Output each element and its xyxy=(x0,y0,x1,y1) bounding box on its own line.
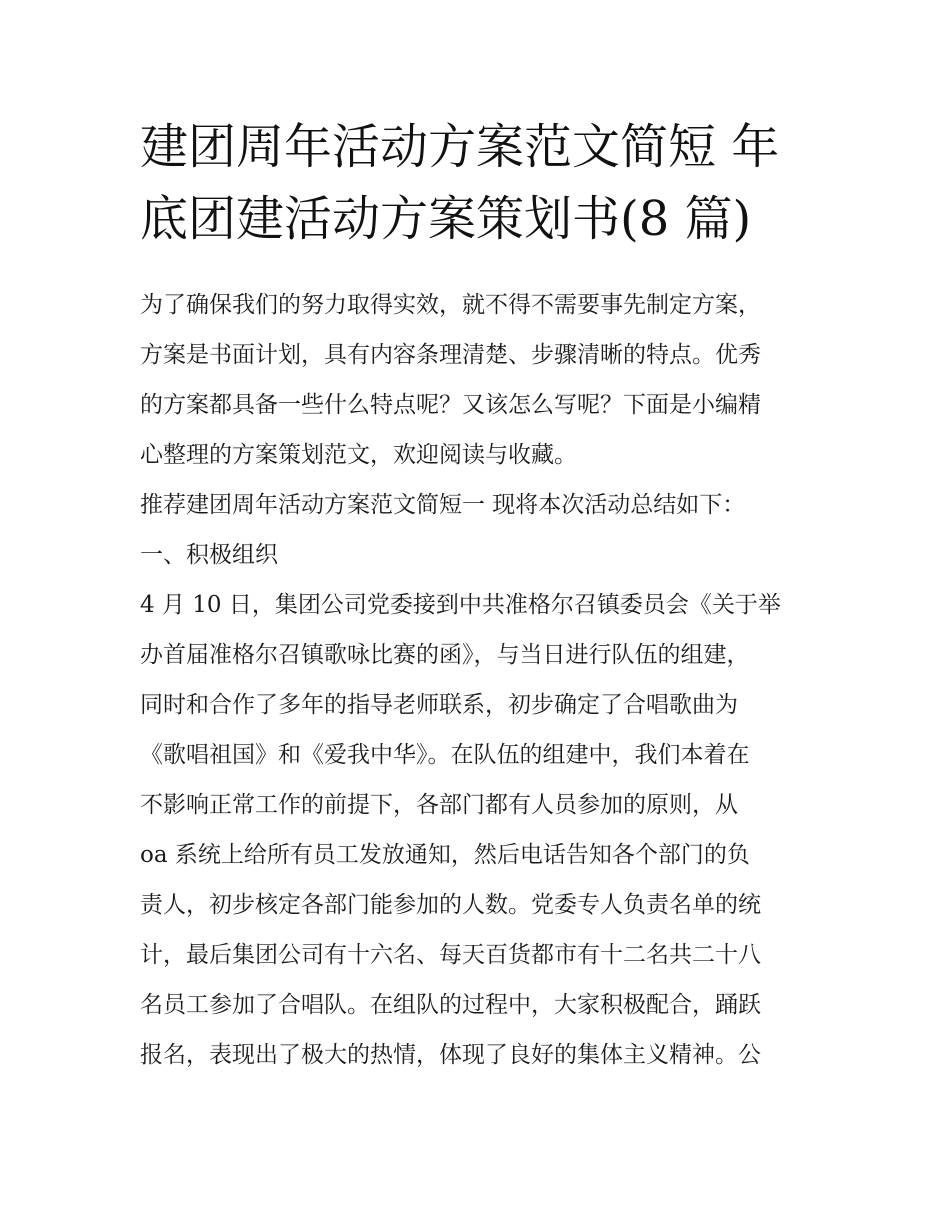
body-line: 同时和合作了多年的指导老师联系，初步确定了合唱歌曲为 xyxy=(140,692,738,718)
body-line: 办首届准格尔召镇歌咏比赛的函》，与当日进行队伍的组建， xyxy=(140,642,750,668)
body-line: 心整理的方案策划范文，欢迎阅读与收藏。 xyxy=(140,442,577,468)
body-line: 的方案都具备一些什么特点呢？又该怎么写呢？下面是小编精 xyxy=(140,392,761,418)
body-line: 推荐建团周年活动方案范文简短一 现将本次活动总结如下： xyxy=(140,492,746,518)
body-line: 方案是书面计划，具有内容条理清楚、步骤清晰的特点。优秀 xyxy=(140,342,761,368)
body-line: 名员工参加了合唱队。在组队的过程中，大家积极配合，踊跃 xyxy=(140,992,761,1018)
document-title xyxy=(140,111,820,255)
body-line: oa 系统上给所有员工发放通知，然后电话告知各个部门的负 xyxy=(140,842,750,868)
body-line: 计，最后集团公司有十六名、每天百货都市有十二名共二十八 xyxy=(140,942,761,968)
section-heading: 一、积极组织 xyxy=(140,542,278,568)
title-line: 建团周年活动方案范文简短 年 xyxy=(140,119,780,175)
body-line: 责人，初步核定各部门能参加的人数。党委专人负责名单的统 xyxy=(140,892,761,918)
body-line: 为了确保我们的努力取得实效，就不得不需要事先制定方案， xyxy=(140,292,761,318)
title-line: 底团建活动方案策划书(8 篇) xyxy=(140,191,752,247)
body-line: 4 月 10 日，集团公司党委接到中共准格尔召镇委员会《关于举 xyxy=(140,592,781,618)
body-line: 不影响正常工作的前提下，各部门都有人员参加的原则，从 xyxy=(140,792,738,818)
body-line: 《歌唱祖国》和《爱我中华》。在队伍的组建中，我们本着在 xyxy=(140,742,750,768)
document-body xyxy=(140,280,820,1080)
body-line: 报名，表现出了极大的热情，体现了良好的集体主义精神。公 xyxy=(140,1042,761,1068)
